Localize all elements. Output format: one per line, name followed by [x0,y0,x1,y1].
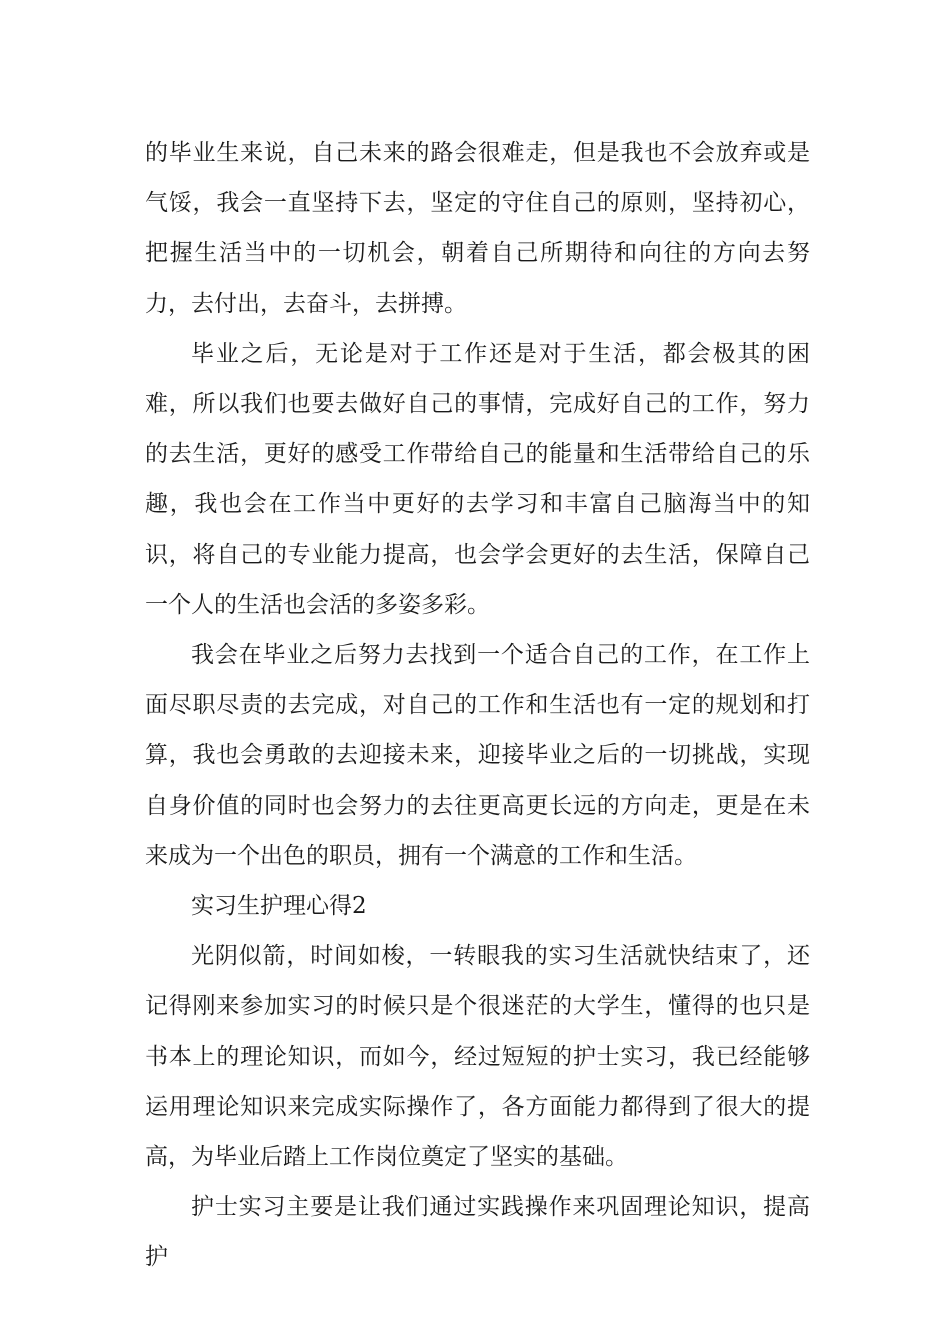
paragraph-1: 的毕业生来说，自己未来的路会很难走，但是我也不会放弃或是气馁，我会一直坚持下去，坚定的守住自己的原则，坚持初心，把握生活当中的一切机会，朝着自己所期待和向往的方向去努力，去付出，去奋斗，去拼搏。 [145,140,810,317]
paragraph-4: 光阴似箭，时间如梭，一转眼我的实习生活就快结束了，还记得刚来参加实习的时候只是个很迷茫的大学生，懂得的也只是书本上的理论知识，而如今，经过短短的护士实习，我已经能够运用理论知识来完成实际操作了，各方面能力都得到了很大的提高，为毕业后踏上工作岗位奠定了坚实的基础。 [145,943,810,1171]
document-body [145,128,810,1283]
section-heading: 实习生护理心得2 [191,893,367,920]
paragraph-2: 毕业之后，无论是对于工作还是对于生活，都会极其的困难，所以我们也要去做好自己的事情，完成好自己的工作，努力的去生活，更好的感受工作带给自己的能量和生活带给自己的乐趣，我也会在工作当中更好的去学习和丰富自己脑海当中的知识，将自己的专业能力提高，也会学会更好的去生活，保障自己一个人的生活也会活的多姿多彩。 [145,340,810,618]
paragraph-5: 护士实习主要是让我们通过实践操作来巩固理论知识，提高护 [145,1194,810,1271]
paragraph-3: 我会在毕业之后努力去找到一个适合自己的工作，在工作上面尽职尽责的去完成，对自己的工作和生活也有一定的规划和打算，我也会勇敢的去迎接未来，迎接毕业之后的一切挑战，实现自身价值的同时也会努力的去往更高更长远的方向走，更是在未来成为一个出色的职员，拥有一个满意的工作和生活。 [145,642,810,869]
